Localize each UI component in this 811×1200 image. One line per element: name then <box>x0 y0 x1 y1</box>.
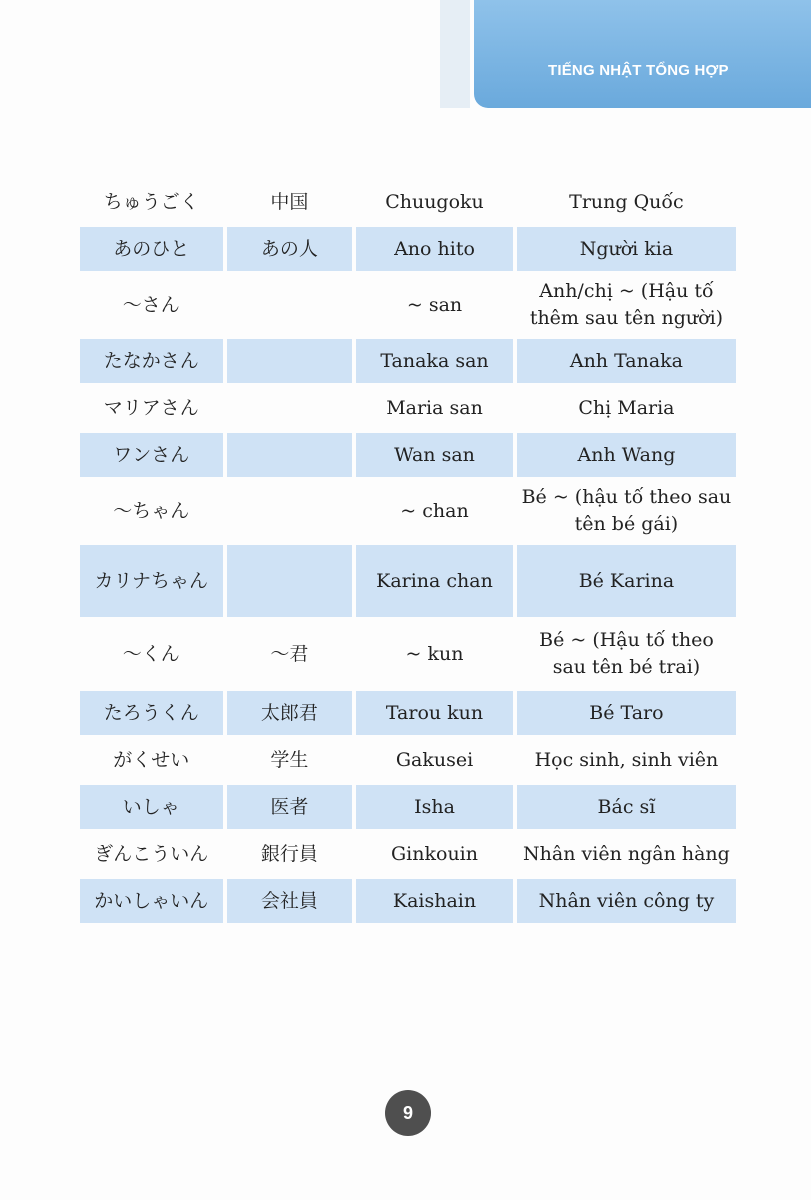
kana-cell: カリナちゃん <box>80 545 223 617</box>
kanji-cell: 会社員 <box>227 879 353 923</box>
meaning-cell: Người kia <box>517 227 736 271</box>
kanji-cell: 太郎君 <box>227 691 353 735</box>
table-row <box>80 785 736 829</box>
table-row <box>80 620 736 688</box>
meaning-cell: Bác sĩ <box>517 785 736 829</box>
kanji-cell <box>227 386 353 430</box>
meaning-cell: Bé ~ (Hậu tố theo sau tên bé trai) <box>539 629 714 678</box>
header-strip <box>440 0 470 108</box>
table-row <box>80 738 736 782</box>
table-row <box>80 339 736 383</box>
romaji-cell: ~ kun <box>405 642 464 665</box>
kana-cell: ちゅうごく <box>103 190 199 213</box>
kana-cell: いしゃ <box>80 785 223 829</box>
kana-cell: たなかさん <box>80 339 223 383</box>
vocabulary-table <box>76 177 740 926</box>
meaning-cell: Trung Quốc <box>569 190 684 213</box>
table-row <box>80 227 736 271</box>
kana-cell: マリアさん <box>103 396 199 419</box>
romaji-cell: Wan san <box>356 433 513 477</box>
table-row <box>80 879 736 923</box>
romaji-cell: Ano hito <box>356 227 513 271</box>
romaji-cell: Ginkouin <box>391 842 478 865</box>
table-row <box>80 180 736 224</box>
romaji-cell: Tanaka san <box>356 339 513 383</box>
meaning-cell: Nhân viên ngân hàng <box>523 842 730 865</box>
meaning-cell: Bé Taro <box>517 691 736 735</box>
romaji-cell: Tarou kun <box>356 691 513 735</box>
kanji-cell: ～君 <box>270 642 309 665</box>
kana-cell: ～くん <box>122 642 180 665</box>
romaji-cell: Isha <box>356 785 513 829</box>
meaning-cell: Chị Maria <box>578 396 675 419</box>
meaning-cell: Học sinh, sinh viên <box>534 748 719 771</box>
romaji-cell: Gakusei <box>395 748 474 771</box>
kanji-cell <box>227 480 353 542</box>
kana-cell: あのひと <box>80 227 223 271</box>
kana-cell: ぎんこういん <box>94 842 209 865</box>
romaji-cell: Kaishain <box>356 879 513 923</box>
kanji-cell <box>227 274 353 336</box>
table-row <box>80 274 736 336</box>
romaji-cell: Maria san <box>386 396 483 419</box>
romaji-cell: Karina chan <box>356 545 513 617</box>
table-row <box>80 832 736 876</box>
kanji-cell: 学生 <box>270 748 309 771</box>
table-row <box>80 433 736 477</box>
meaning-cell: Anh Tanaka <box>517 339 736 383</box>
kana-cell: たろうくん <box>80 691 223 735</box>
romaji-cell: ~ san <box>406 293 463 316</box>
book-title: TIẾNG NHẬT TỔNG HỢP <box>548 62 729 79</box>
table-row <box>80 691 736 735</box>
header-tab <box>474 0 811 108</box>
kanji-cell: 医者 <box>227 785 353 829</box>
table-row <box>80 386 736 430</box>
romaji-cell: Chuugoku <box>385 190 484 213</box>
meaning-cell: Anh/chị ~ (Hậu tố thêm sau tên người) <box>529 280 724 329</box>
page-number: 9 <box>385 1090 431 1136</box>
meaning-cell: Bé Karina <box>517 545 736 617</box>
kanji-cell: 中国 <box>270 190 309 213</box>
kana-cell: ～さん <box>122 293 180 316</box>
meaning-cell: Nhân viên công ty <box>517 879 736 923</box>
kanji-cell: あの人 <box>227 227 353 271</box>
kana-cell: かいしゃいん <box>80 879 223 923</box>
kana-cell: がくせい <box>113 748 190 771</box>
meaning-cell: Anh Wang <box>517 433 736 477</box>
meaning-cell: Bé ~ (hậu tố theo sau tên bé gái) <box>521 486 732 535</box>
romaji-cell: ~ chan <box>400 499 469 522</box>
kana-cell: ワンさん <box>80 433 223 477</box>
kanji-cell <box>227 545 353 617</box>
kanji-cell <box>227 433 353 477</box>
table-row <box>80 480 736 542</box>
table-row <box>80 545 736 617</box>
kanji-cell: 銀行員 <box>260 842 318 865</box>
kanji-cell <box>227 339 353 383</box>
kana-cell: ～ちゃん <box>113 499 190 522</box>
